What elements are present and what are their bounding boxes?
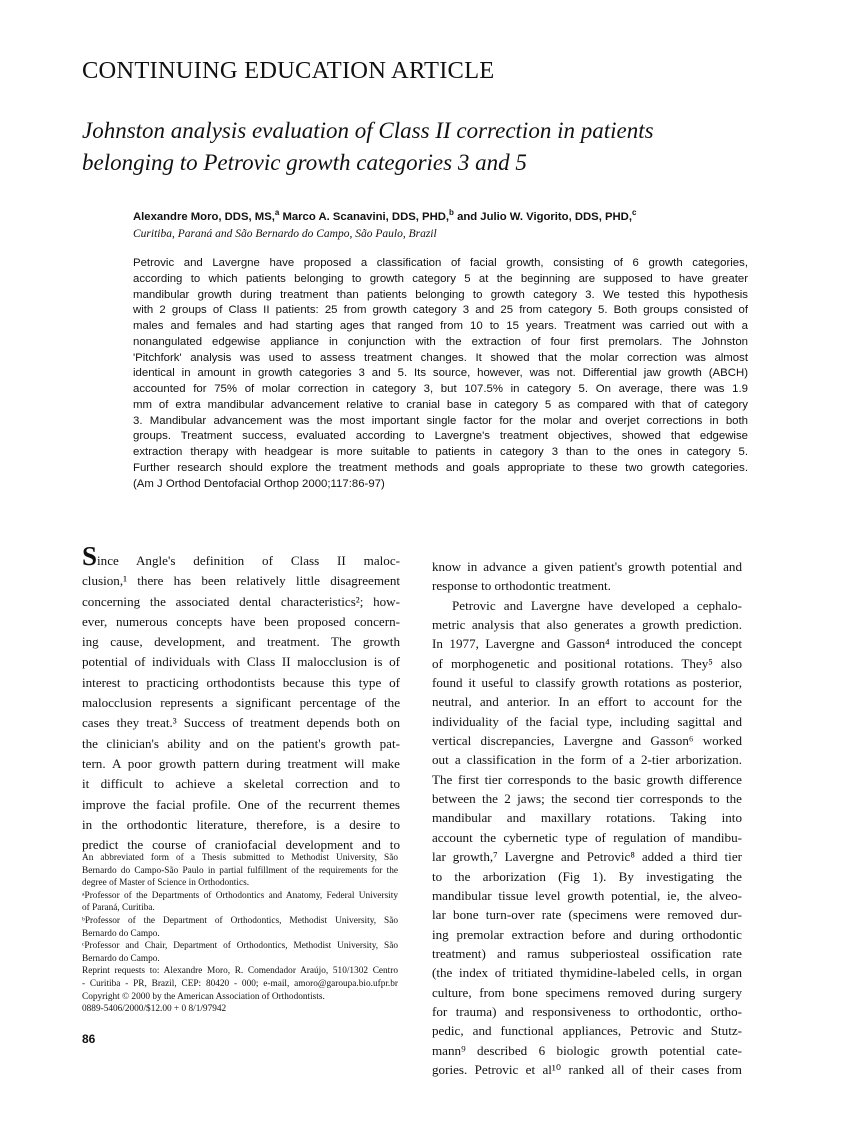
body-line: of morphogenetic and positional rotations. They⁵ also — [432, 655, 742, 671]
affiliation: Curitiba, Paraná and São Bernardo do Campo, São Paulo, Brazil — [133, 228, 437, 240]
affiliation-mark: b — [449, 208, 454, 217]
body-line: (the index of tritiated thymidine-labeled cells, in organ — [432, 965, 742, 981]
footnote-line: Bernardo do Campo-São Paulo in partial fulfillment of the requirements for the — [82, 865, 398, 876]
abstract-line: with 2 groups of Class II patients: 25 from growth category 3 and 25 from category 5. Both groups consisted of — [133, 304, 748, 317]
body-line: to the arborization (Fig 1). By investigating the — [432, 868, 742, 884]
body-line: mandibular tissue level growth potential, ie, the alveo- — [432, 887, 742, 903]
abstract-line: Further research should explore the treatment methods and goals appropriate to these two growth categories. — [133, 461, 748, 474]
body-line — [82, 546, 400, 571]
body-line: tern. A poor growth pattern during treatment will make — [82, 755, 400, 771]
body-line: individuality of the facial type, including sagittal and — [432, 713, 742, 729]
abstract-line: (Am J Orthod Dentofacial Orthop 2000;117:86-97) — [133, 477, 385, 490]
body-line: cases they treat.³ Success of treatment depends both on — [82, 715, 400, 731]
body-line: ever, numerous concepts have been proposed concern- — [82, 613, 400, 629]
body-line: pedic, and functional appliances, Petrovic and Stutz- — [432, 1023, 742, 1039]
abstract-line: groups. Treatment success, evaluated according to Lavergne's treatment objectives, showed that edgewise — [133, 430, 748, 443]
author-list — [133, 208, 636, 223]
footnote-line: degree of Master of Science in Orthodontics. — [82, 878, 250, 889]
body-line: ing premolar extraction before and during orthodontic — [432, 926, 742, 942]
footnote-line: An abbreviated form of a Thesis submitted to Methodist University, São — [82, 853, 398, 863]
abstract-line: according to which patients belonging to growth category 5 at the beginning are supposed to have greater — [133, 272, 748, 285]
abstract-line: mandibular growth during treatment than patients belonging to growth category 3. We tested this hypothesis — [133, 288, 748, 301]
footnote-line: ᶜProfessor and Chair, Department of Orthodontics, Methodist University, São — [82, 941, 398, 952]
body-line: malocclusion represents a significant percentage of the — [82, 695, 400, 711]
footnote-line: ᵇProfessor of the Department of Orthodontics, Methodist University, São — [82, 915, 398, 926]
body-line: the clinician's ability and on the patient's growth pat- — [82, 735, 400, 751]
body-line: lar bone turn-over rate (specimens were removed dur- — [432, 907, 742, 923]
body-line: in the orthodontic literature, therefore, is a desire to — [82, 816, 400, 832]
author: Marco A. Scanavini, DDS, PHD, — [279, 210, 450, 223]
abstract-line: extraction therapy with headgear is more suitable to patients in category 3 than to the ones in category 5. — [133, 446, 748, 458]
body-line: metric analysis that also generates a growth prediction. — [432, 617, 742, 633]
footnotes — [82, 852, 398, 1016]
body-line: response to orthodontic treatment. — [432, 578, 611, 594]
body-line: potential of individuals with Class II malocclusion is of — [82, 654, 400, 670]
abstract-line: males and females and had starting ages that ranged from 10 to 15 years. Treatment was carried out with a — [133, 320, 748, 332]
abstract-line: 'Pitchfork' analysis was used to assess treatment changes. It showed that the molar correction was almost — [133, 351, 748, 364]
body-line: vertical discrepancies, Lavergne and Gasson⁶ worked — [432, 733, 742, 749]
article-type-heading: CONTINUING EDUCATION ARTICLE — [82, 57, 495, 84]
author: Alexandre Moro, DDS, MS, — [133, 210, 275, 223]
body-line: know in advance a given patient's growth potential and — [432, 559, 742, 574]
body-line: mandibular and maxillary rotations. Taking into — [432, 810, 742, 826]
abstract-line: mm of extra mandibular advancement relative to cranial base in category 5 as compared with that of category — [133, 398, 748, 411]
body-line: culture, from bone specimens removed during surgery — [432, 984, 742, 1000]
author: and Julio W. Vigorito, DDS, PHD, — [453, 210, 632, 223]
abstract-line: Petrovic and Lavergne have proposed a classification of facial growth, consisting of 6 growth categories, — [133, 257, 748, 269]
affiliation-mark: c — [631, 208, 637, 217]
footnote-line: - Curitiba - PR, Brazil, CEP: 80420 - 000; e-mail, amoro@garoupa.bio.ufpr.br — [82, 978, 398, 989]
body-line: improve the facial profile. One of the recurrent themes — [82, 796, 400, 812]
body-line: treatment) and ramus subperiosteal ossification rate — [432, 945, 742, 961]
body-line: it difficult to achieve a skeletal correction and to — [82, 776, 400, 792]
title-line: belonging to Petrovic growth categories 3 and 5 — [82, 150, 527, 175]
body-line: interest to practicing orthodontists because this type of — [82, 674, 400, 690]
left-column — [82, 546, 400, 855]
body-line: found it useful to classify growth rotations as posterior, — [432, 675, 742, 691]
body-line: gories. Petrovic et al¹⁰ ranked all of their cases from — [432, 1061, 742, 1077]
article-title — [82, 115, 654, 179]
body-line: for trauma) and responsiveness to orthodontic, ortho- — [432, 1003, 742, 1019]
affiliation-mark: a — [274, 208, 280, 217]
body-line: ing cause, development, and treatment. The growth — [82, 634, 400, 650]
body-line: Petrovic and Lavergne have developed a cephalo- — [452, 597, 742, 613]
abstract-line: accounted for 75% of molar correction in category 3, but 107.5% in category 5. On average, there was 1.9 — [133, 383, 748, 395]
abstract-line: identical in amount in growth categories 3 and 5. Its source, however, was not. Differential jaw growth (ABCH) — [133, 367, 748, 380]
body-line: account the cybernetic type of regulation of mandibu- — [432, 829, 742, 845]
body-line: out a classification in the form of a 2-tier arborization. — [432, 752, 742, 768]
footnote-line: Bernardo do Campo. — [82, 953, 160, 964]
footnote-line: Reprint requests to: Alexandre Moro, R. Comendador Araújo, 510/1302 Centro — [82, 966, 398, 977]
footnote-line: ᵃProfessor of the Departments of Orthodontics and Anatomy, Federal University — [82, 890, 398, 901]
body-line: In 1977, Lavergne and Gasson⁴ introduced the concept — [432, 636, 742, 652]
body-line: clusion,¹ there has been relatively little disagreement — [82, 573, 400, 589]
body-line: mann⁹ described 6 biologic growth potential cate- — [432, 1042, 742, 1058]
body-line: lar growth,⁷ Lavergne and Petrovic⁸ added a third tier — [432, 849, 742, 865]
drop-cap: S — [82, 546, 98, 571]
abstract-line: nonangulated edgewise appliance in conjunction with the extraction of four first premolars. The Johnston — [133, 335, 748, 348]
footnote-line: of Paraná, Curitiba. — [82, 903, 155, 914]
footnote-line: Bernardo do Campo. — [82, 928, 160, 939]
footnote-line: 0889-5406/2000/$12.00 + 0 8/1/97942 — [82, 1004, 227, 1015]
right-column — [432, 557, 742, 1079]
title-line: Johnston analysis evaluation of Class II correction in patients — [82, 118, 654, 143]
page-number: 86 — [82, 1032, 96, 1046]
abstract — [133, 256, 748, 492]
body-line: concerning the associated dental characteristics²; how- — [82, 593, 400, 609]
body-line: between the 2 jaws; the second tier corresponds to the — [432, 791, 742, 807]
first-line-text: ince Angle's definition of Class II maloc- — [97, 553, 400, 568]
body-line: The first tier corresponds to the basic growth difference — [432, 771, 742, 787]
footnote-line: Copyright © 2000 by the American Association of Orthodontists. — [82, 991, 325, 1002]
body-line: neutral, and anterior. In an effort to account for the — [432, 694, 742, 710]
abstract-line: 3. Mandibular advancement was the most important single factor for the molar and overjet corrections in both — [133, 414, 748, 427]
body-line: predict the course of craniofacial development and to — [82, 837, 400, 853]
